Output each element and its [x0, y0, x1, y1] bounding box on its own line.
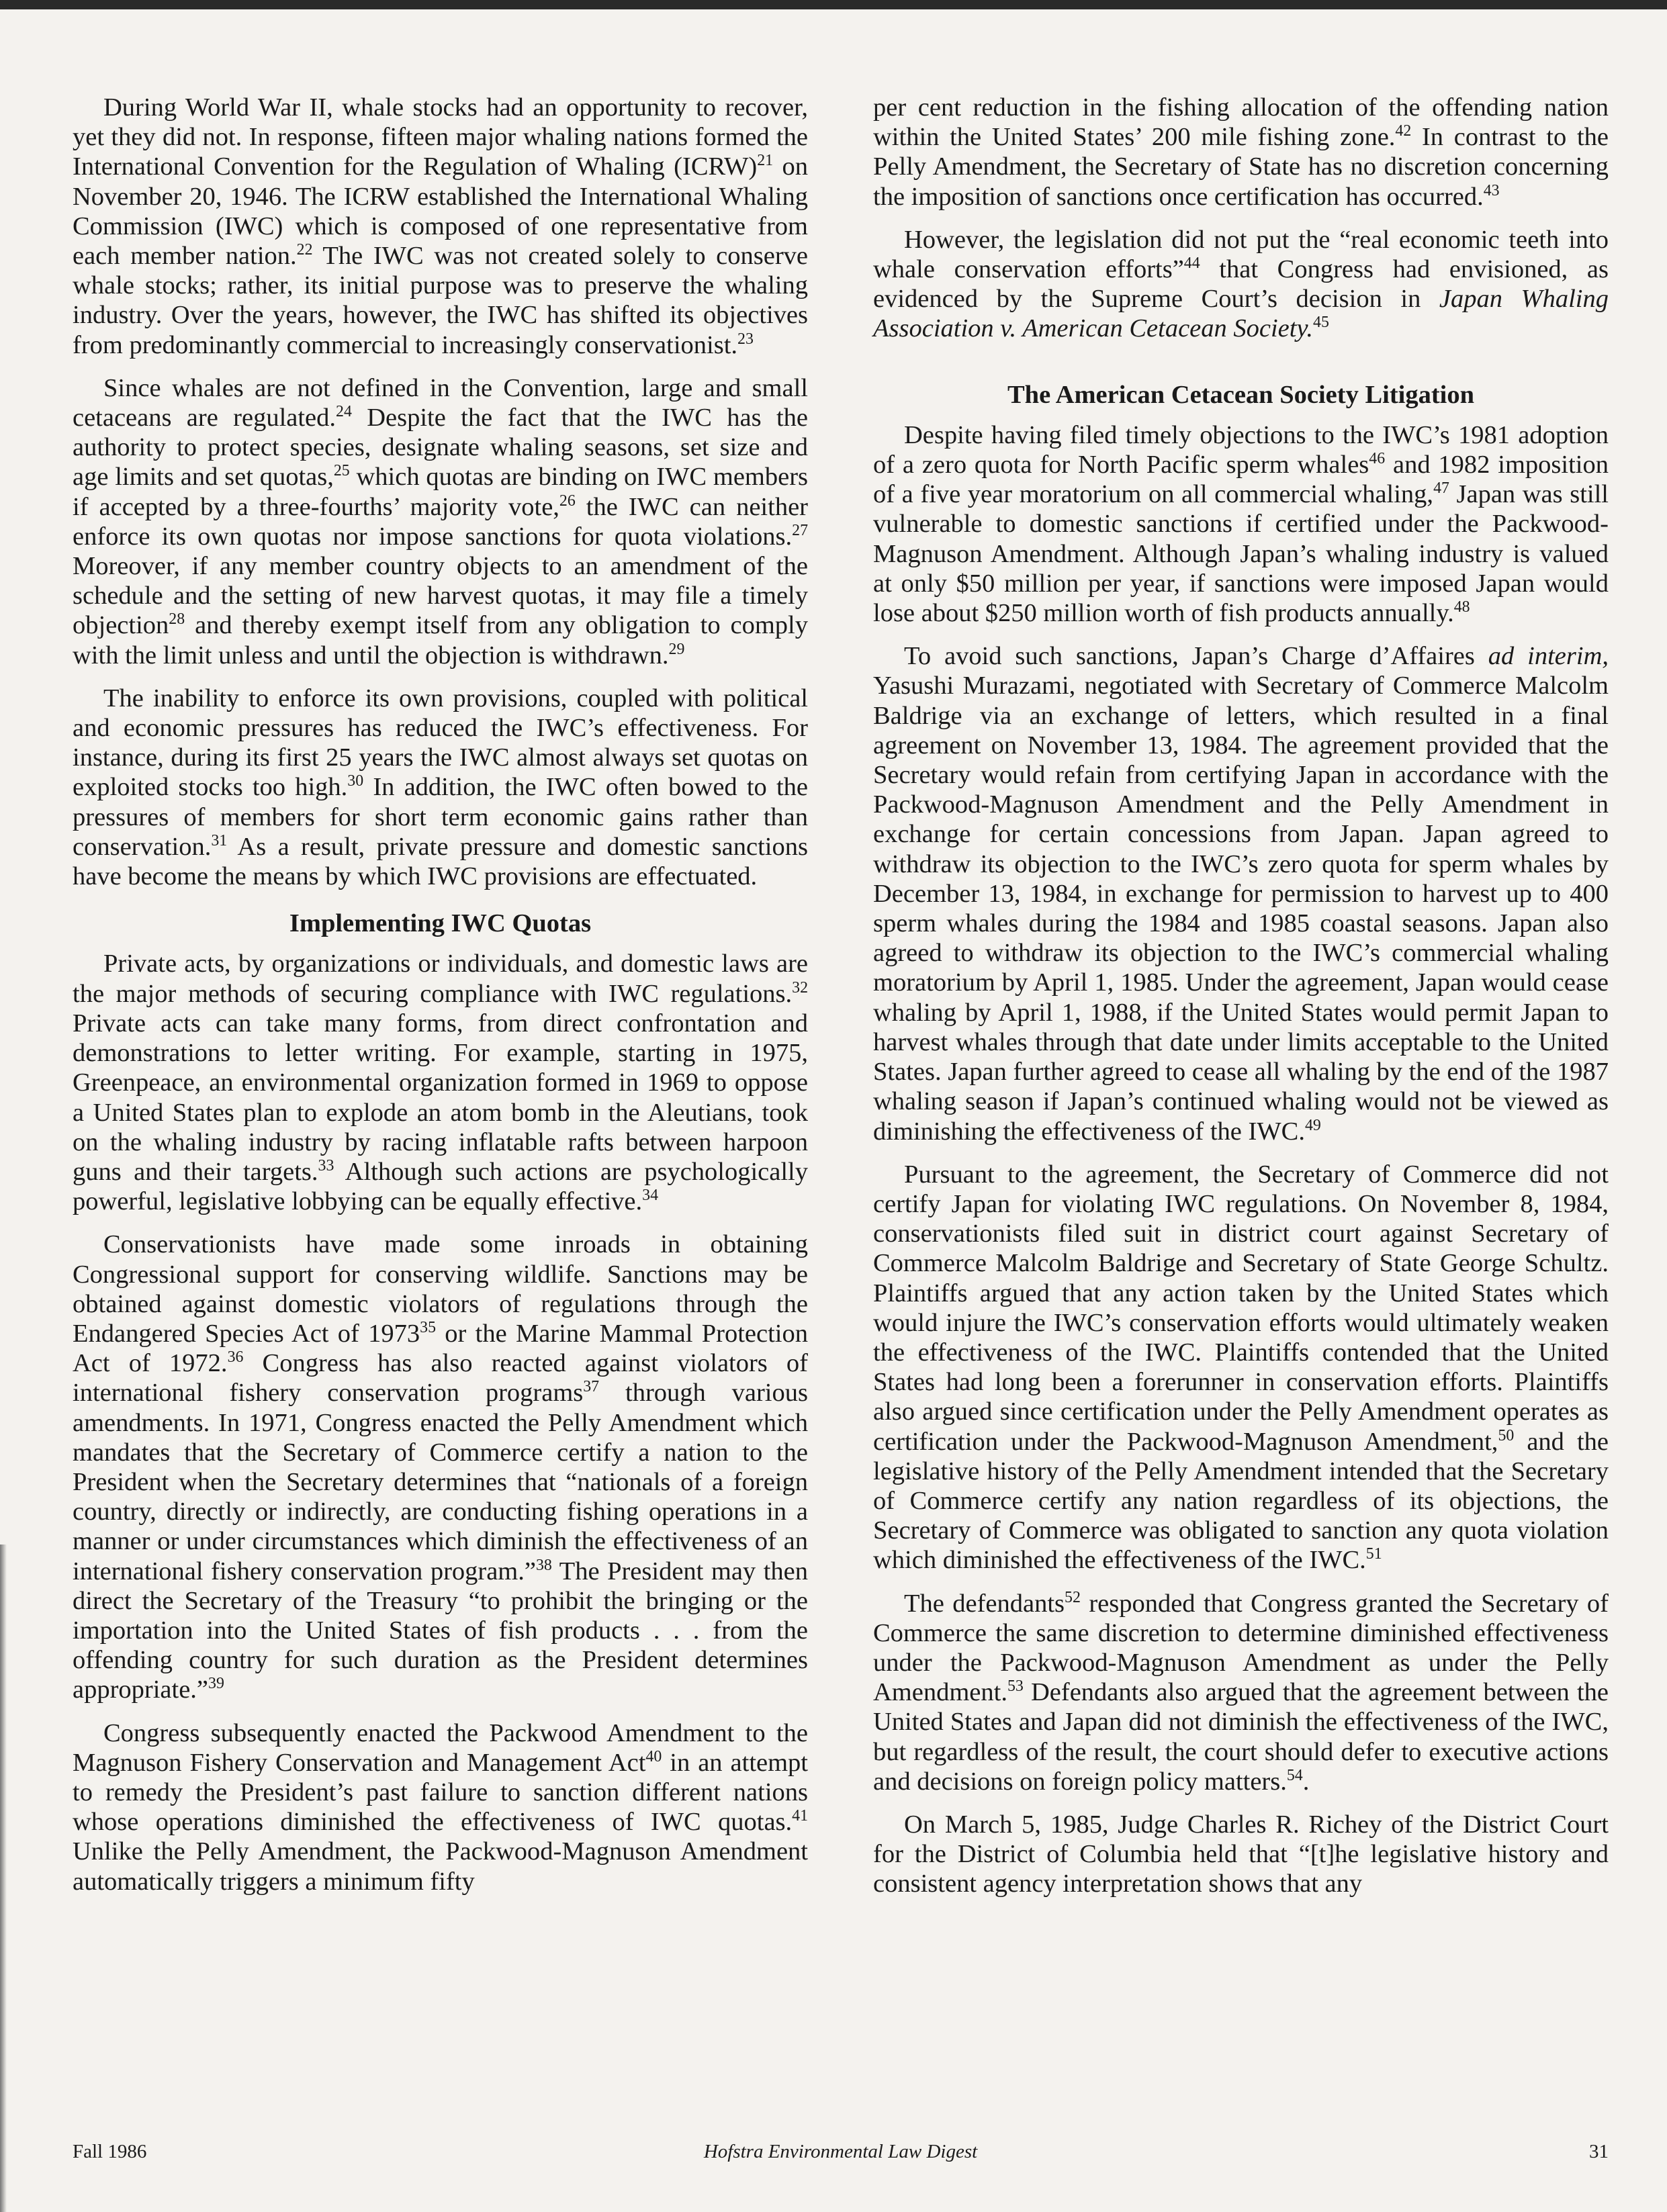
text-run: Despite the fact that the IWC has the authority to protect species, designate whaling seasons, set size and age limits and set quotas,: [73, 404, 808, 492]
text-run: The inability to enforce its own provisions, coupled with political and economic pressures has reduced the IWC’s effectiveness. For instance, during its first 25 years the IWC almost always set quotas on exploited stocks too high.: [73, 684, 808, 802]
paragraph: [73, 1230, 808, 1704]
footnote-ref: 28: [169, 610, 185, 629]
text-run: The President may then direct the Secretary of the Treasury “to prohibit the bringing or the importation into the United States of fish products . . . from the offending country for such duration as the President determines appropriate.”: [73, 1557, 809, 1704]
text-run: The IWC was not created solely to conserve whale stocks; rather, its initial purpose was to preserve the whaling industry. Over the years, however, the IWC has shifted its objectives from predominantly commercial to increasingly conservationist.: [73, 242, 808, 359]
text-run: which quotas are binding on IWC members if accepted by a three-fourths’ majority vote,: [73, 463, 808, 521]
text-run: and the legislative history of the Pelly Amendment intended that the Secretary of Commerce certify any nation regardless of its objections, the Secretary of Commerce was obligated to sanction any quota violation which diminished the effectiveness of the IWC.: [873, 1427, 1609, 1575]
footnote-ref: 36: [227, 1348, 244, 1367]
page-number: 31: [1589, 2141, 1609, 2162]
text-run: The defendants: [904, 1589, 1065, 1618]
section-heading: The American Cetacean Society Litigation: [1007, 380, 1475, 409]
text-run: Yasushi Murazami, negotiated with Secretary of Commerce Malcolm Baldrige via an exchange of letters, which resulted in a final agreement on November 13, 1984. The agreement provided that the Secretary would refain from certifying Japan in accordance with the Packwood-Magnuson Amendment and the Pelly Amendment in exchange for certain concessions from Japan. Japan agreed to withdraw its objection to the IWC’s zero quota for sperm whales by December 13, 1984, in exchange for permission to harvest up to 400 sperm whales during the 1984 and 1985 coastal seasons. Japan also agreed to withdraw its objection to the IWC’s commercial whaling moratorium by April 1, 1985. Under the agreement, Japan would cease whaling by April 1, 1988, if the United States would permit Japan to harvest whales through that date under limits acceptable to the United States. Japan further agreed to cease all whaling by the end of the 1987 whaling season if Japan’s continued whaling would not be viewed as diminishing the effectiveness of the IWC.: [873, 672, 1609, 1146]
scan-edge-shadow: [0, 1545, 7, 2212]
text-run: Private acts, by organizations or individuals, and domestic laws are the major methods of securing compliance with IWC regulations.: [73, 950, 808, 1008]
footnote-ref: 47: [1433, 479, 1449, 498]
text-run: Private acts can take many forms, from direct confrontation and demonstrations to letter writing. For example, starting in 1975, Greenpeace, an environmental organization formed in 1969 to oppose a United States plan to explode an atom bomb in the Aleutians, took on the whaling industry by racing inflatable rafts between harpoon guns and their targets.: [73, 1009, 808, 1186]
text-run: Defendants also argued that the agreement between the United States and Japan did not diminish the effectiveness of the IWC, but regardless of the result, the court should defer to executive actions and decisions on foreign policy matters.: [873, 1678, 1609, 1796]
footnote-ref: 30: [347, 772, 364, 790]
text-run: responded that Congress granted the Secretary of Commerce the same discretion to determine diminished effectiveness under the Packwood-Magnuson Amendment as under the Pelly Amendment.: [873, 1589, 1609, 1707]
text-run: Congress subsequently enacted the Packwood Amendment to the Magnuson Fishery Conservation and Management Act: [73, 1718, 808, 1777]
footnote-ref: 49: [1304, 1116, 1321, 1134]
left-column: [73, 93, 808, 1910]
footnote-ref: 54: [1286, 1766, 1303, 1784]
paragraph: [73, 1718, 808, 1896]
footnote-ref: 23: [737, 330, 754, 348]
footnote-ref: 33: [318, 1157, 334, 1175]
paragraph: [873, 1810, 1609, 1899]
paragraph: [873, 1589, 1609, 1796]
page-footer: [73, 2141, 1609, 2168]
paragraph: [73, 684, 808, 891]
footnote-ref: 50: [1498, 1426, 1515, 1444]
text-run: the IWC can neither enforce its own quotas nor impose sanctions for quota violations.: [73, 492, 808, 551]
footnote-ref: 53: [1007, 1677, 1024, 1696]
footnote-ref: 46: [1369, 450, 1386, 468]
footnote-ref: 35: [420, 1319, 437, 1337]
section-heading: Implementing IWC Quotas: [289, 909, 592, 938]
footnote-ref: 22: [296, 241, 313, 259]
text-run: During World War II, whale stocks had an opportunity to recover, yet they did not. In response, fifteen major whaling nations formed the International Convention for the Regulation of Whaling (ICRW): [73, 93, 808, 181]
italic-text: Japan Whaling Association v. American Cetacean Society.: [873, 285, 1609, 343]
footnote-ref: 40: [645, 1747, 662, 1765]
footnote-ref: 26: [559, 492, 576, 510]
text-run: per cent reduction in the fishing allocation of the offending nation within the United States’ 200 mile fishing zone.: [873, 93, 1609, 152]
footnote-ref: 38: [535, 1556, 552, 1574]
paragraph: [873, 641, 1609, 1146]
italic-text: ad interim,: [1488, 642, 1609, 671]
text-run: Despite having filed timely objections to the IWC’s 1981 adoption of a zero quota for North Pacific sperm whales: [873, 420, 1609, 479]
paragraph: [73, 949, 808, 1216]
footnote-ref: 42: [1395, 122, 1412, 140]
text-run: or the Marine Mammal Protection Act of 1972.: [73, 1319, 808, 1378]
text-run: .: [1302, 1767, 1310, 1796]
paragraph: [873, 1160, 1609, 1575]
text-run: In addition, the IWC often bowed to the pressures of members for short term economic gains rather than conservation.: [73, 773, 808, 861]
text-run: on November 20, 1946. The ICRW established the International Whaling Commission (IWC) which is composed of one representative from each member nation.: [73, 152, 809, 271]
text-run: Pursuant to the agreement, the Secretary of Commerce did not certify Japan for violating IWC regulations. On November 8, 1984, conservationists filed suit in district court against Secretary of Commerce Malcolm Baldrige and Secretary of State George Schultz. Plaintiffs argued that any action taken by the United States which would injure the IWC’s conservation efforts would ultimately weaken the effectiveness of the IWC. Plaintiffs contended that the United States had long been a forerunner in conservation efforts. Plaintiffs also argued since certification under the Pelly Amendment operates as certification under the Packwood-Magnuson Amendment,: [873, 1160, 1609, 1456]
footnote-ref: 37: [583, 1378, 600, 1396]
text-run: However, the legislation did not put the “real economic teeth into whale conservation efforts”: [873, 225, 1609, 284]
footnote-ref: 43: [1483, 181, 1500, 199]
footer-issue: Fall 1986: [73, 2141, 147, 2162]
text-run: Unlike the Pelly Amendment, the Packwood-Magnuson Amendment automatically triggers a minimum fifty: [73, 1837, 808, 1896]
paragraph: [873, 420, 1609, 628]
footnote-ref: 41: [792, 1807, 808, 1825]
footnote-ref: 51: [1365, 1545, 1382, 1563]
footnote-ref: 45: [1313, 314, 1329, 332]
footer-journal-title: Hofstra Environmental Law Digest: [703, 2141, 978, 2162]
text-run: Since whales are not defined in the Convention, large and small cetaceans are regulated.: [73, 373, 808, 432]
text-run: in an attempt to remedy the President’s past failure to sanction different nations whose operations diminished the effectiveness of IWC quotas.: [73, 1748, 808, 1837]
right-column: [873, 93, 1609, 1913]
text-run: Although such actions are psychologically powerful, legislative lobbying can be equally effective.: [73, 1157, 808, 1216]
paragraph: [73, 93, 808, 360]
text-run: Conservationists have made some inroads in obtaining Congressional support for conserving wildlife. Sanctions may be obtained against domestic violators of regulations through the Endangered Species Act of 1973: [73, 1230, 808, 1348]
footnote-ref: 44: [1183, 255, 1200, 273]
footnote-ref: 48: [1453, 598, 1470, 616]
paragraph: [73, 373, 808, 670]
footnote-ref: 31: [211, 832, 228, 850]
footnote-ref: 32: [792, 978, 808, 997]
text-run: and thereby exempt itself from any obligation to comply with the limit unless and until the objection is withdrawn.: [73, 611, 808, 670]
text-run: that Congress had envisioned, as evidenced by the Supreme Court’s decision in: [873, 255, 1609, 314]
text-run: On March 5, 1985, Judge Charles R. Richey of the District Court for the District of Columbia held that “[t]he legislative history and consistent agency interpretation shows that any: [873, 1810, 1609, 1898]
text-run: Japan was still vulnerable to domestic sanctions if certified under the Packwood-Magnuson Amendment. Although Japan’s whaling industry is valued at only $50 million per year, if sanctions were imposed Japan would lose about $250 million worth of fish products annually.: [873, 480, 1609, 628]
footnote-ref: 25: [333, 462, 350, 480]
footnote-ref: 29: [668, 640, 685, 658]
paragraph: [873, 93, 1609, 212]
text-run: In contrast to the Pelly Amendment, the Secretary of State has no discretion concerning the imposition of sanctions once certification has occurred.: [873, 123, 1609, 211]
footnote-ref: 21: [757, 152, 774, 170]
text-run: and 1982 imposition of a five year moratorium on all commercial whaling,: [873, 451, 1609, 509]
text-run: As a result, private pressure and domestic sanctions have become the means by which IWC provisions are effectuated.: [73, 832, 808, 891]
footnote-ref: 34: [642, 1187, 658, 1205]
footnote-ref: 52: [1065, 1588, 1081, 1606]
footnote-ref: 27: [792, 522, 808, 540]
text-run: To avoid such sanctions, Japan’s Charge d’Affaires: [904, 642, 1488, 671]
page-top-rule: [0, 0, 1667, 9]
text-run: Congress has also reacted against violators of international fishery conservation programs: [73, 1349, 808, 1408]
paragraph: [873, 225, 1609, 344]
footnote-ref: 39: [208, 1675, 224, 1693]
footnote-ref: 24: [336, 403, 352, 421]
text-run: Moreover, if any member country objects to an amendment of the schedule and the setting of new harvest quotas, it may file a timely objection: [73, 552, 808, 640]
text-run: through various amendments. In 1971, Congress enacted the Pelly Amendment which mandates that the Secretary of Commerce certify a nation to the President when the Secretary determines that “nationals of a foreign country, directly or indirectly, are conducting fishing operations in a manner or under circumstances which diminish the effectiveness of an international fishery conservation program.”: [73, 1379, 808, 1585]
